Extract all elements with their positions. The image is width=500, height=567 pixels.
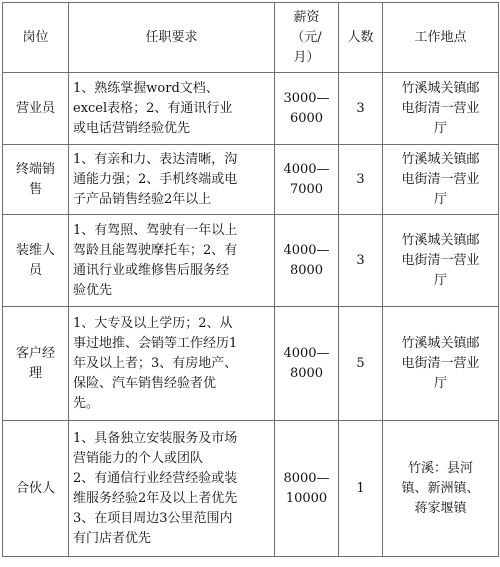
requirement-line: 或电话营销经验优先 <box>73 120 191 136</box>
location-line: 竹溪城关镇邮 <box>401 335 480 351</box>
table-row <box>3 73 499 145</box>
location-line: 厅 <box>433 120 447 136</box>
salary-line: 8000 <box>289 365 324 381</box>
location-line: 镇、新洲镇、 <box>401 480 480 496</box>
salary-line: 4000— <box>283 345 330 361</box>
location-cell <box>383 215 499 307</box>
post-cell <box>3 421 69 557</box>
requirements-cell <box>69 215 275 307</box>
salary-cell <box>275 215 339 307</box>
location-cell <box>383 145 499 215</box>
requirement-line: 1、具备独立安装服务及市场 <box>73 430 238 446</box>
salary-line: 3000— <box>283 90 330 106</box>
requirement-line: 先。 <box>73 395 100 411</box>
requirement-line: 1、有驾照、驾驶有一年以上 <box>73 222 238 238</box>
salary-cell <box>275 307 339 421</box>
salary-line: 7000 <box>289 181 324 197</box>
requirement-line: excel表格；2、有通讯行业 <box>73 100 233 116</box>
location-line: 电街清一营业 <box>401 171 480 187</box>
header-salary-line: （元/ <box>291 29 322 45</box>
location-line: 蒋家堰镇 <box>414 500 467 516</box>
location-line: 竹溪城关镇邮 <box>401 232 480 248</box>
requirement-line: 2、有通信行业经营经验或装 <box>73 470 238 486</box>
requirement-line: 营销能力的个人或团队 <box>73 450 204 466</box>
post-line: 理 <box>28 365 42 381</box>
requirements-cell <box>69 145 275 215</box>
headcount-cell: 3 <box>339 73 383 145</box>
location-cell <box>383 73 499 145</box>
requirement-line: 维服务经验2年及以上者优先 <box>73 490 238 506</box>
table-row <box>3 145 499 215</box>
headcount-cell: 3 <box>339 215 383 307</box>
salary-line: 4000— <box>283 161 330 177</box>
post-line: 合伙人 <box>15 480 55 496</box>
recruitment-table <box>2 2 499 557</box>
requirement-line: 1、有亲和力、表达清晰，沟 <box>73 151 238 167</box>
headcount-cell: 5 <box>339 307 383 421</box>
salary-line: 6000 <box>289 110 324 126</box>
post-line: 营业员 <box>15 100 55 116</box>
post-line: 终端销 <box>15 161 55 177</box>
requirement-line: 事过地推、会销等工作经历1 <box>73 335 238 351</box>
location-line: 厅 <box>433 272 447 288</box>
header-salary <box>275 3 339 73</box>
header-location: 工作地点 <box>383 3 499 73</box>
location-line: 厅 <box>433 375 447 391</box>
header-salary-line: 月） <box>293 49 320 65</box>
requirement-line: 有门店者优先 <box>73 530 152 546</box>
salary-line: 8000— <box>283 470 330 486</box>
location-line: 电街清一营业 <box>401 100 480 116</box>
headcount-cell: 1 <box>339 421 383 557</box>
requirements-cell <box>69 307 275 421</box>
requirement-line: 验优先 <box>73 282 113 298</box>
header-requirements: 任职要求 <box>69 3 275 73</box>
salary-line: 4000— <box>283 242 330 258</box>
requirement-line: 年及以上者；3、有房地产、 <box>73 355 238 371</box>
requirement-line: 驾龄且能驾驶摩托车；2、有 <box>73 242 238 258</box>
header-row <box>3 3 499 73</box>
table-row <box>3 215 499 307</box>
location-cell <box>383 307 499 421</box>
requirement-line: 保险、汽车销售经验者优 <box>73 375 217 391</box>
requirement-line: 1、熟练掌握word文档、 <box>73 80 219 96</box>
post-cell <box>3 145 69 215</box>
table-row <box>3 307 499 421</box>
location-line: 竹溪城关镇邮 <box>401 151 480 167</box>
requirement-line: 子产品销售经验2年以上 <box>73 191 212 207</box>
requirements-cell <box>69 73 275 145</box>
table-row <box>3 421 499 557</box>
post-line: 客户经 <box>15 345 55 361</box>
post-line: 装维人 <box>15 242 55 258</box>
location-line: 厅 <box>433 191 447 207</box>
requirements-cell <box>69 421 275 557</box>
post-cell <box>3 73 69 145</box>
salary-cell <box>275 73 339 145</box>
headcount-cell: 3 <box>339 145 383 215</box>
post-line: 员 <box>28 262 42 278</box>
salary-line: 8000 <box>289 262 324 278</box>
post-cell <box>3 215 69 307</box>
header-post: 岗位 <box>3 3 69 73</box>
location-line: 竹溪城关镇邮 <box>401 80 480 96</box>
requirement-line: 3、在项目周边3公里范围内 <box>73 510 233 526</box>
location-line: 电街清一营业 <box>401 252 480 268</box>
location-line: 电街清一营业 <box>401 355 480 371</box>
requirement-line: 通讯行业或维修售后服务经 <box>73 262 230 278</box>
requirement-line: 通能力强；2、手机终端或电 <box>73 171 238 187</box>
salary-cell <box>275 145 339 215</box>
location-cell <box>383 421 499 557</box>
post-cell <box>3 307 69 421</box>
requirement-line: 1、大专及以上学历；2、从 <box>73 315 233 331</box>
location-line: 竹溪：县河 <box>407 460 473 476</box>
post-line: 售 <box>28 181 42 197</box>
salary-line: 10000 <box>285 490 328 506</box>
salary-cell <box>275 421 339 557</box>
header-headcount: 人数 <box>339 3 383 73</box>
header-salary-line: 薪资 <box>293 9 320 25</box>
